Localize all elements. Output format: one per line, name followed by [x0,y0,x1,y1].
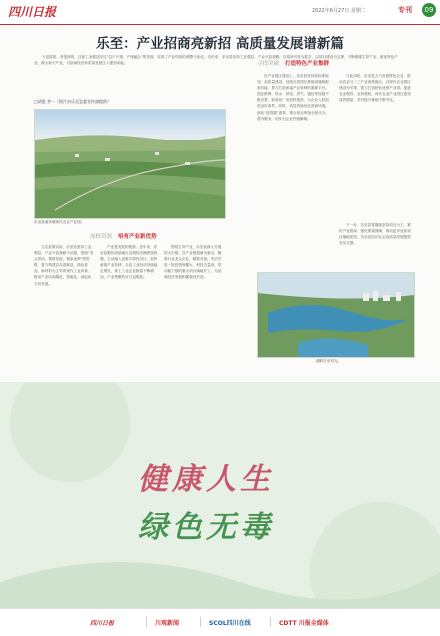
body-column: 在产业园区建设上，乐至县坚持高标准规划、高质量建设，持续完善园区基础设施和配套功能，着力打造承接产业转移的重要平台。园区路网、供水、供电、供气、通信等设施不断完善，标准化厂房加快建设，为企业入驻创造良好条件。同时，该县持续优化营商环境，深化“放管服”改革，推行项目审批全程代办、帮办服务，切实为企业纾困解难。 [257,74,330,121]
footer-divider [270,617,271,627]
section-kicker: 寻找突破 [257,61,280,67]
footer-logo: CDTT 川报全媒体 [279,620,329,627]
photo-caption: 乐至县童家镇现代农业产业园。 [34,220,85,224]
footer-divider [200,617,201,627]
section-title: 打造特色产业集群 [284,61,329,67]
lake-town-photo [257,272,415,358]
article-lead: 天是蓝的，草是绿的，这座工业强县经过“以产兴城、产城融合”的发展，实现了产业结构的调整与优化。近年来，乐至县坚持工业强县、产业兴县战略，以招商引资为抓手，以项目建设为支撑，不断做强主导产业、做优特色产业、做大新兴产业，为县域经济高质量发展注入强劲动能。 [34,55,398,65]
body-column: 下一步，乐至县将继续坚持项目为王，紧盯产业招商，强化要素保障，推动更多优质项目落地见效，为全县经济社会高质量发展提供坚实支撑。 [339,223,411,246]
section-heading-2 [257,59,329,67]
photo-caption: 湖畔乐至风光。 [316,359,342,363]
aerial-photo-farmland [34,109,226,219]
body-column: 立足县情实际，乐至县坚持工业强县、产业兴县战略不动摇，按照“龙头带动、集群发展、链条延伸”的思路，着力构建以先进制造、绿色食品、新材料为主导的现代工业体系，推动产业向高端化、智能化、绿色化方向发展。 [34,245,94,286]
footer-logo: SCOL四川在线 [209,620,251,627]
article-headline: 乐至：产业招商亮新招 高质量发展谱新篇 [96,36,344,52]
page-header [0,0,440,25]
section-title: 培育产业新优势 [117,234,157,240]
body-column: 与此同时，乐至县大力发展特色农业，推动农业与二三产业深度融合，以现代农业园区建设为引领，着力打造特色优势产业带，促进农业增效、农民增收，现代农业产业园区建设成效明显，乡村振兴基础不断夯实。 [339,74,411,103]
ad-slogan-line2: 绿色无毒 [138,510,274,545]
footer-logo: 四川日报 [90,620,115,627]
body-column: 产业是发展的根基。近年来，乐至县紧扣成渝地区双城经济圈建设机遇，主动融入成都平原经济区，加快承接产业转移，全县工业经济持续稳定增长，规上工业企业数量不断增加，产业集聚效应日益明显。 [100,245,158,280]
section-label: 专刊 [398,6,412,14]
section-heading-1 [90,232,156,240]
page-number-badge: 09 [422,3,436,17]
page-footer [0,608,440,636]
public-service-ad [0,382,440,608]
ad-slogan-line1: 健康人生 [138,462,274,497]
section-kicker: 深植资源 [90,234,113,240]
body-column: 围绕主导产业，乐至县深入开展招大引强，以产业链招商为重点，瞄准行业龙头企业，精准对接，先后引进一批投资规模大、科技含量高、带动能力强的重大项目落地开工，为县域经济发展积蓄强劲后劲。 [164,245,222,280]
masthead-logo: 四川日报 [8,5,57,19]
article-byline: □胡思 李一（图片由乐至县委宣传部提供） [34,99,112,104]
issue-date: 2022年6月27日 星期二 [312,8,366,14]
footer-divider [146,617,147,627]
footer-logo: 川观新闻 [155,620,180,627]
